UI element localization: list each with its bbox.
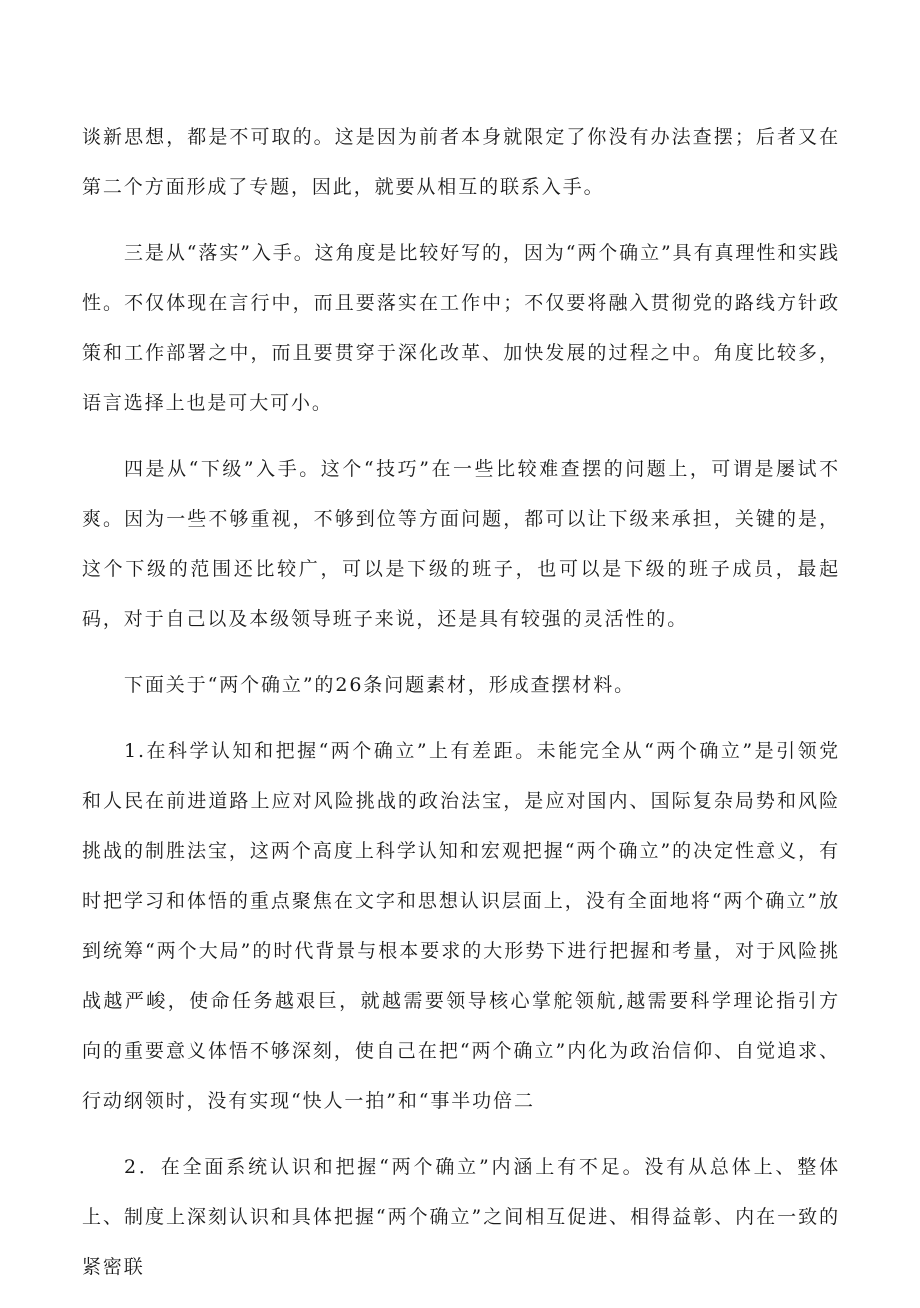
paragraph-point-four: 四是从“下级”入手。这个“技巧”在一些比较难查摆的问题上，可谓是屡试不爽。因为一些不够重视，不够到位等方面问题，都可以让下级来承担，关键的是，这个下级的范围还比较广，可以是下级的班子，也可以是下级的班子成员，最起码，对于自己以及本级领导班子来说，还是具有较强的灵活性的。 (82, 458, 840, 630)
paragraph-continuation: 谈新思想，都是不可取的。这是因为前者本身就限定了你没有办法查摆；后者又在第二个方面形成了专题，因此，就要从相互的联系入手。 (82, 126, 840, 198)
document-body (82, 112, 840, 1308)
paragraph-intro-26-issues: 下面关于“两个确立”的26条问题素材，形成查摆材料。 (124, 674, 636, 696)
paragraph-issue-2: 2．在全面系统认识和把握“两个确立”内涵上有不足。没有从总体上、整体上、制度上深刻认识和具体把握“两个确立”之间相互促进、相得益彰、内在一致的紧密联 (82, 1156, 840, 1278)
paragraph-issue-1: 1.在科学认知和把握“两个确立”上有差距。未能完全从“两个确立”是引领党和人民在前进道路上应对风险挑战的政治法宝，是应对国内、国际复杂局势和风险挑战的制胜法宝，这两个高度上科学认知和宏观把握“两个确立”的决定性意义，有时把学习和体悟的重点聚焦在文字和思想认识层面上，没有全面地将“两个确立”放到统筹“两个大局”的时代背景与根本要求的大形势下进行把握和考量，对于风险挑战越严峻，使命任务越艰巨，就越需要领导核心掌舵领航,越需要科学理论指引方向的重要意义体悟不够深刻，使自己在把“两个确立”内化为政治信仰、自觉追求、行动纲领时，没有实现“快人一拍”和“事半功倍二 (82, 740, 840, 1112)
paragraph-point-three: 三是从“落实”入手。这角度是比较好写的，因为“两个确立”具有真理性和实践性。不仅体现在言行中，而且要落实在工作中；不仅要将融入贯彻党的路线方针政策和工作部署之中，而且要贯穿于深化改革、加快发展的过程之中。角度比较多，语言选择上也是可大可小。 (82, 242, 840, 414)
